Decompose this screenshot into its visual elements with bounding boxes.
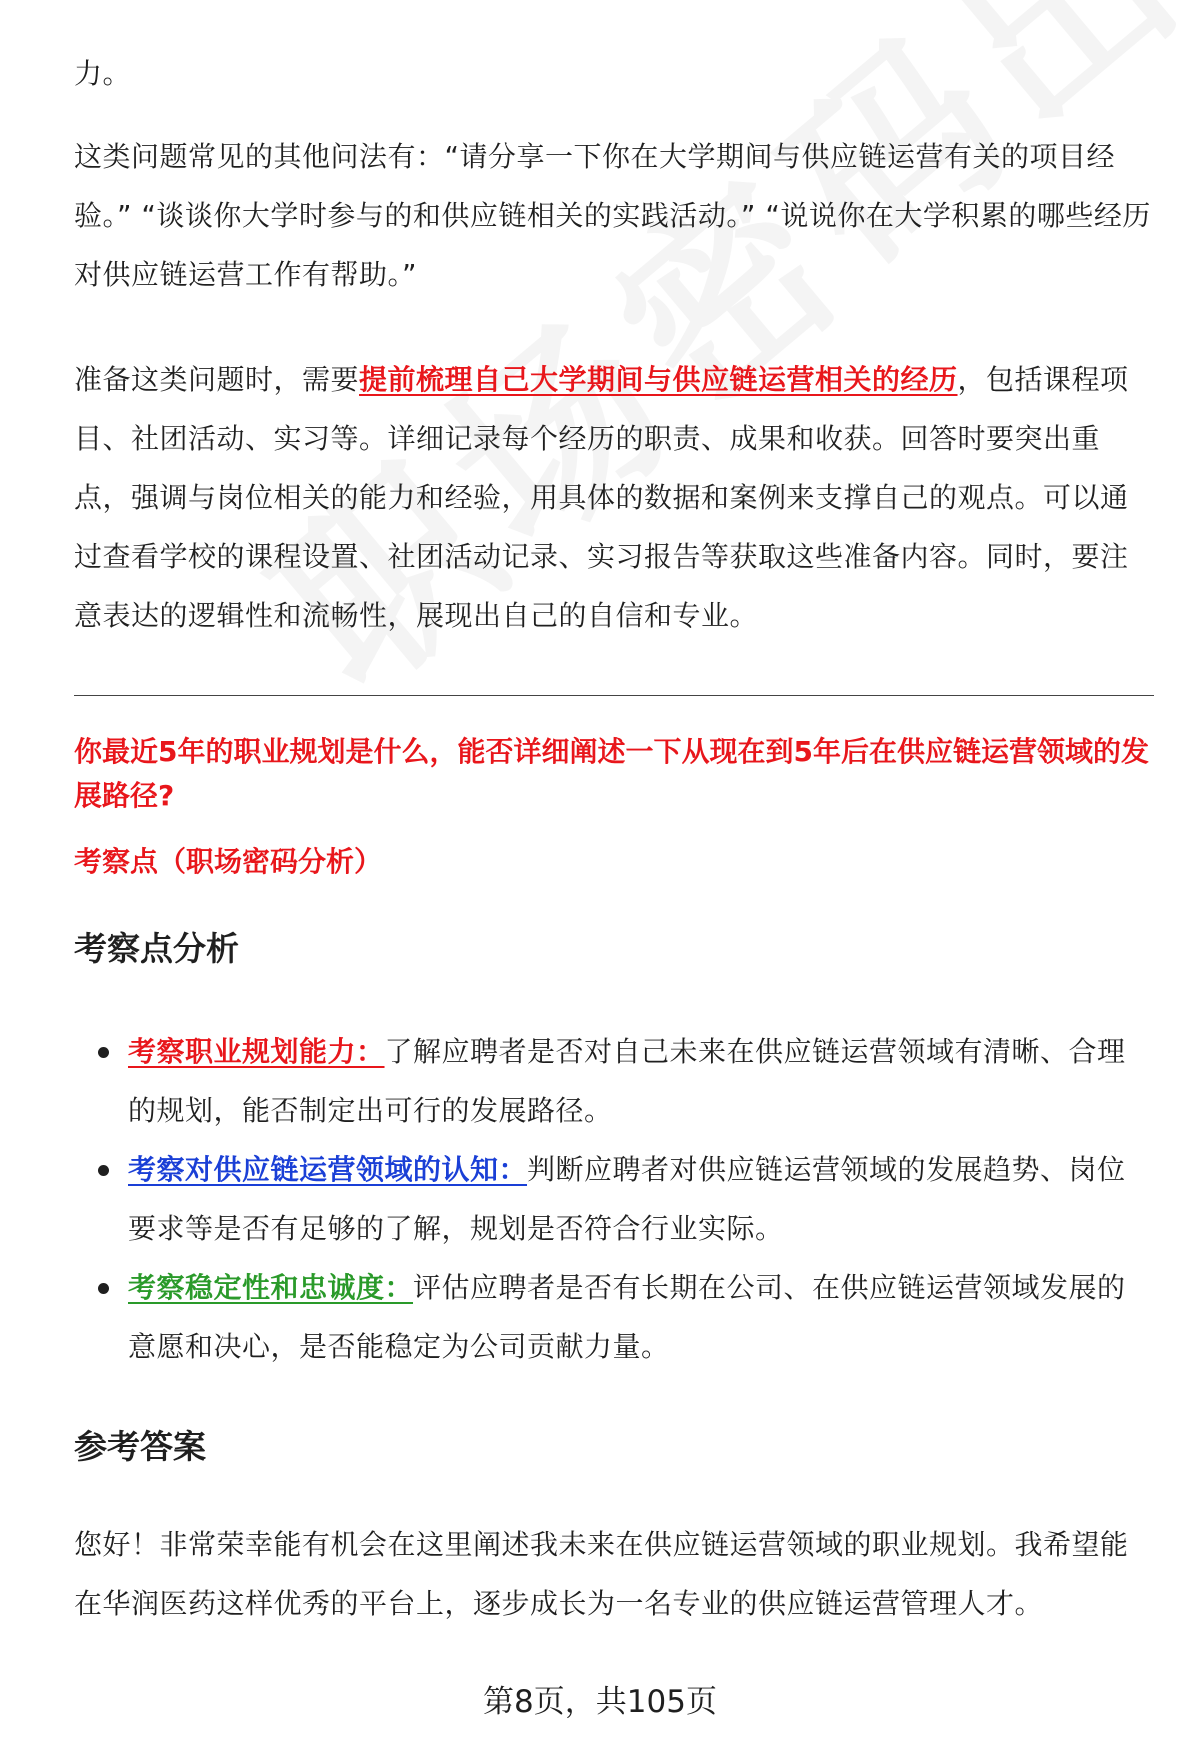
bullet-text: 判断应聘者对供应链运营领域的发展趋势、岗位要求等是否有足够的了解，规划是否符合行业实际。: [128, 1153, 1126, 1245]
bullet-text: 评估应聘者是否有长期在公司、在供应链运营领域发展的意愿和决心，是否能稳定为公司贡献力量。: [128, 1271, 1126, 1363]
exam-point-label: 考察点（职场密码分析）: [74, 845, 383, 878]
bullet-dot-icon: [98, 1283, 109, 1294]
bullet-dot-icon: [98, 1165, 109, 1176]
bullet-text: 了解应聘者是否对自己未来在供应链运营领域有清晰、合理的规划，能否制定出可行的发展路径。: [128, 1035, 1126, 1127]
analysis-heading: 考察点分析: [74, 929, 239, 968]
answer-paragraph: 您好！非常荣幸能有机会在这里阐述我未来在供应链运营领域的职业规划。我希望能在华润医药这样优秀的平台上，逐步成长为一名专业的供应链运营管理人才。: [74, 1528, 1129, 1620]
prep-highlight: 提前梳理自己大学期间与供应链运营相关的经历: [359, 363, 958, 396]
alt-questions-paragraph: 这类问题常见的其他问法有：“请分享一下你在大学期间与供应链运营有关的项目经验。” “谈谈你大学时参与的和供应链相关的实践活动。” “说说你在大学积累的哪些经历对供应链运营工作有帮助。”: [74, 140, 1151, 291]
answer-heading: 参考答案: [74, 1427, 206, 1466]
prep-before: 准备这类问题时，需要: [74, 363, 360, 396]
interview-question: 你最近5年的职业规划是什么，能否详细阐述一下从现在到5年后在供应链运营领域的发展路径?: [74, 735, 1149, 812]
section-divider: [74, 695, 1154, 696]
prep-after: ，包括课程项目、社团活动、实习等。详细记录每个经历的职责、成果和收获。回答时要突出重点，强调与岗位相关的能力和经验，用具体的数据和案例来支撑自己的观点。可以通过查看学校的课程设置、社团活动记录、实习报告等获取这些准备内容。同时，要注意表达的逻辑性和流畅性，展现出自己的自信和专业。: [74, 363, 1129, 632]
list-item: [74, 1022, 1154, 1140]
list-item: [74, 1258, 1154, 1376]
bullet-title: 考察稳定性和忠诚度：: [128, 1271, 414, 1304]
analysis-list: [74, 1022, 1154, 1376]
intro-tail: 力。: [74, 57, 132, 90]
prep-paragraph: [74, 350, 1154, 645]
bullet-title: 考察对供应链运营领域的认知：: [128, 1153, 528, 1186]
bullet-dot-icon: [98, 1047, 109, 1058]
page-number: 第8页，共105页: [483, 1684, 717, 1720]
bullet-title: 考察职业规划能力：: [128, 1035, 385, 1068]
list-item: [74, 1140, 1154, 1258]
